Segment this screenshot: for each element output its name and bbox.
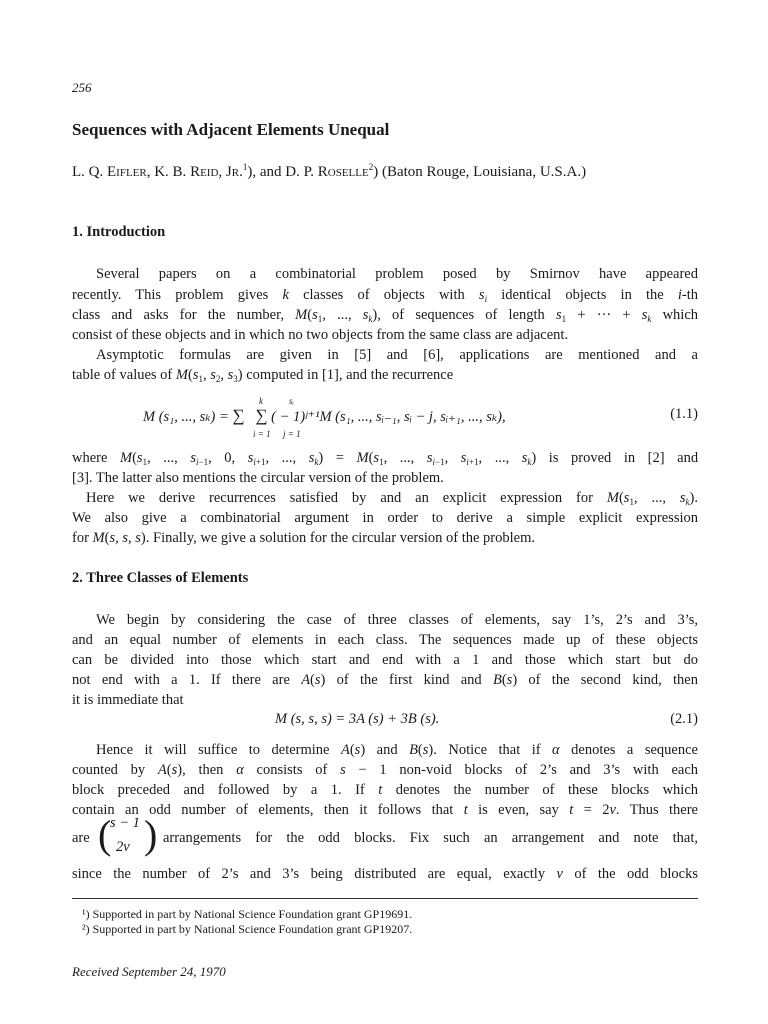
footnote-separator (72, 898, 698, 899)
body-line: since the number of 2’s and 3’s being distributed are equal, exactly v of the odd blocks (72, 866, 699, 882)
section-2-heading: 2. Three Classes of Elements (72, 570, 249, 586)
body-line: Asymptotic formulas are given in [5] and [6], applications are mentioned and a (96, 347, 698, 363)
body-line: class and asks for the number, $M(s_1$, ..., $s_k$), of sequences of length $s_1$ + ··· + $s_k$ which (72, 307, 699, 324)
body-line: block preceded and followed by a 1. If t denotes the number of these blocks which (72, 782, 699, 798)
body-line: table of values of $M(s_1$, $s_2$, $s_3$) computed in [1], and the recurrence (72, 367, 454, 384)
body-line: where $M(s_1$, ..., $s_{i-1}$, 0, $s_{i+1}$, ..., $s_k) = M(s_1$, ..., $s_{i-1}$, $s_{i+1}$, ..., $s_k$) is proved in [2] and (72, 450, 699, 467)
sum-lower-limit: i = 1 (253, 429, 271, 439)
author-2-name: Reid, Jr. (190, 164, 243, 180)
authors-line (72, 162, 702, 181)
body-line: consist of these objects and in which no two objects from the same class are adjacent. (72, 327, 569, 343)
body-line: not end with a 1. If there are A(s) of the first kind and B(s) of the second kind, then (72, 672, 698, 688)
author-1-name: Eifler (107, 164, 147, 180)
sum-upper-limit: sᵢ (289, 396, 294, 406)
body-line: Here we derive recurrences satisfied by and an explicit expression for $M(s_1$, ..., $s_k$). (86, 490, 699, 507)
equation-1-1 (143, 406, 506, 426)
author-3-name: Roselle (317, 164, 369, 180)
body-line: are (72, 830, 90, 846)
body-line: We begin by considering the case of three classes of elements, say 1’s, 2’s and 3’s, (96, 612, 698, 628)
author-3-join: ), and D. P. (247, 164, 318, 180)
body-line: it is immediate that (72, 692, 184, 708)
sum-lower-limit: j = 1 (283, 429, 301, 439)
paper-title: Sequences with Adjacent Elements Unequal (72, 120, 390, 139)
binomial-coefficient: ( s − 1 2v ) (98, 812, 158, 857)
section-1-heading: 1. Introduction (72, 224, 166, 240)
body-line: Hence it will suffice to determine A(s) and B(s). Notice that if α denotes a sequence (96, 742, 698, 758)
body-line: arrangements for the odd blocks. Fix such an arrangement and note that, (163, 830, 698, 846)
equation-1-1-rhs: ( − 1)ʲ⁺¹M (s₁, ..., sᵢ₋₁, sᵢ − j, sᵢ₊₁, ..., sₖ), (271, 409, 506, 425)
body-line: contain an odd number of elements, then it follows that t is even, say t = 2v. Thus there (72, 802, 698, 818)
binomial-bottom: 2v (116, 839, 130, 855)
body-line: counted by A(s), then α consists of s − 1 non-void blocks of 2’s and 3’s with each (72, 762, 699, 778)
body-line: recently. This problem gives k classes of objects with $s_i$ identical objects in the i-th (72, 287, 698, 304)
author-2-initials: , K. B. (146, 164, 191, 180)
affiliation: ) (Baton Rouge, Louisiana, U.S.A.) (373, 164, 587, 180)
binomial-top: s − 1 (110, 815, 140, 831)
received-date: Received September 24, 1970 (72, 964, 226, 979)
sum-symbol: ∑ (255, 406, 268, 425)
body-line: can be divided into those which start and end with a 1 and those which start but do (72, 652, 698, 668)
body-line: for M(s, s, s). Finally, we give a solution for the circular version of the problem. (72, 530, 535, 546)
author-1-initials: L. Q. (72, 164, 107, 180)
author-2-footnote-mark: 1 (242, 162, 248, 172)
body-line: and an equal number of elements in each class. The sequences made up of these objects (72, 632, 698, 648)
footnote-2: ²) Supported in part by National Science Foundation grant GP19207. (82, 922, 413, 936)
page-number: 256 (72, 80, 92, 95)
equation-1-1-lhs: M (s₁, ..., sₖ) = (143, 409, 233, 425)
equation-number: (2.1) (670, 711, 698, 727)
footnote-1: ¹) Supported in part by National Science Foundation grant GP19691. (82, 907, 413, 921)
body-line: [3]. The latter also mentions the circular version of the problem. (72, 470, 444, 486)
sum-upper-limit: k (259, 396, 263, 406)
sum-symbol: ∑ (232, 406, 245, 425)
equation-number: (1.1) (670, 406, 698, 422)
equation-2-1: M (s, s, s) = 3A (s) + 3B (s). (275, 711, 440, 727)
body-line: Several papers on a combinatorial problem posed by Smirnov have appeared (96, 266, 698, 282)
body-line: We also give a combinatorial argument in order to derive a simple explicit expression (72, 510, 698, 526)
author-3-footnote-mark: 2 (368, 162, 374, 172)
